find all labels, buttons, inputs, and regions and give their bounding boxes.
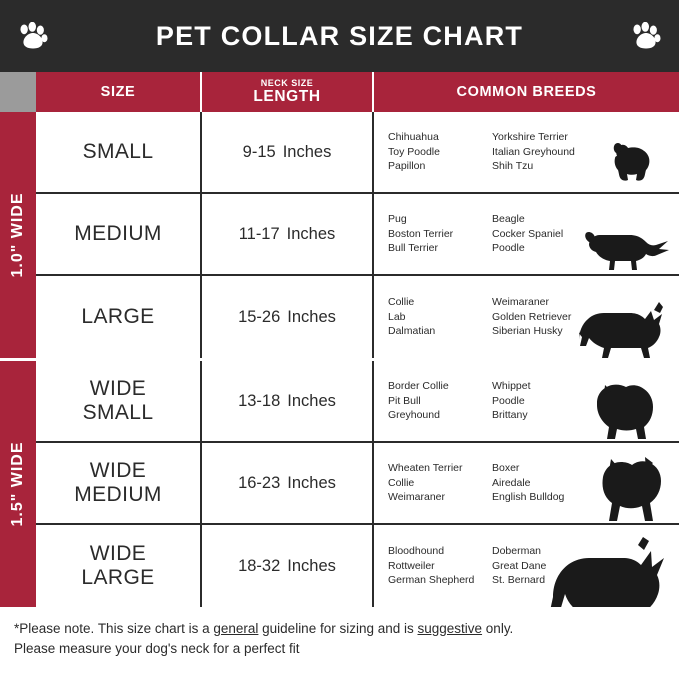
cell-size bbox=[36, 525, 202, 607]
breed-item: Weimaraner bbox=[388, 491, 445, 504]
group-label-1-0-wide bbox=[0, 112, 36, 358]
paw-print-icon bbox=[18, 22, 48, 50]
breed-column-2 bbox=[492, 379, 531, 422]
length-range: 18-32 bbox=[238, 556, 281, 575]
cell-size bbox=[36, 443, 202, 523]
footer-text-b: guideline for sizing and is bbox=[258, 621, 418, 636]
length-range: 15-26 bbox=[238, 307, 281, 326]
length-unit: Inches bbox=[282, 142, 332, 161]
breed-item: Wheaten Terrier bbox=[388, 462, 463, 475]
breed-item: Poodle bbox=[492, 242, 525, 255]
cell-breeds bbox=[374, 525, 679, 607]
breed-item: Boston Terrier bbox=[388, 227, 454, 240]
table-row bbox=[36, 443, 679, 525]
table-row bbox=[36, 112, 679, 194]
cell-length bbox=[202, 112, 374, 192]
medium-dog-silhouette bbox=[579, 222, 675, 274]
doberman-silhouette bbox=[545, 521, 675, 607]
breed-item: Brittany bbox=[492, 409, 528, 422]
breed-item: Boxer bbox=[492, 462, 520, 475]
breed-item: Yorkshire Terrier bbox=[492, 131, 568, 144]
footer-text-suggestive: suggestive bbox=[417, 621, 483, 636]
breed-item: Rottweiler bbox=[388, 559, 435, 572]
table-row bbox=[36, 194, 679, 276]
breed-column-2 bbox=[492, 544, 546, 587]
chart-header bbox=[0, 0, 679, 72]
column-header-length-label: LENGTH bbox=[253, 88, 321, 106]
breed-item: Pug bbox=[388, 213, 407, 226]
corner-cell bbox=[0, 72, 36, 112]
breed-item: Lab bbox=[388, 310, 406, 323]
breed-column-1 bbox=[388, 461, 492, 504]
cell-breeds bbox=[374, 194, 679, 274]
cell-length bbox=[202, 276, 374, 358]
cell-length bbox=[202, 443, 374, 523]
breed-column-1 bbox=[388, 130, 492, 173]
size-label-line2: MEDIUM bbox=[74, 483, 162, 506]
cell-size bbox=[36, 361, 202, 441]
length-range: 13-18 bbox=[238, 391, 281, 410]
breed-item: Border Collie bbox=[388, 380, 449, 393]
table-body bbox=[0, 112, 679, 607]
table-row bbox=[36, 276, 679, 358]
breed-item: Great Dane bbox=[492, 559, 547, 572]
breed-item: Pit Bull bbox=[388, 394, 421, 407]
column-header-length bbox=[202, 72, 374, 112]
breed-item: Italian Greyhound bbox=[492, 145, 575, 158]
group-label-text: 1.0" WIDE bbox=[9, 192, 26, 278]
cell-length bbox=[202, 525, 374, 607]
footer-line-1 bbox=[14, 619, 665, 639]
footer-note bbox=[0, 607, 679, 660]
breed-item: Toy Poodle bbox=[388, 145, 440, 158]
table-row bbox=[36, 361, 679, 443]
breed-column-2 bbox=[492, 130, 575, 173]
breed-item: Siberian Husky bbox=[492, 325, 563, 338]
breed-item: Doberman bbox=[492, 545, 542, 558]
size-label-line2: SMALL bbox=[82, 401, 154, 424]
length-range: 9-15 bbox=[242, 142, 276, 161]
group-label-text: 1.5" WIDE bbox=[9, 441, 26, 527]
length-unit: Inches bbox=[287, 556, 336, 575]
breed-item: Weimaraner bbox=[492, 296, 549, 309]
breed-item: Poodle bbox=[492, 394, 525, 407]
group-rows bbox=[36, 112, 679, 358]
breed-item: English Bulldog bbox=[492, 491, 565, 504]
breed-item: St. Bernard bbox=[492, 574, 546, 587]
breed-item: Chihuahua bbox=[388, 131, 439, 144]
breed-item: Cocker Spaniel bbox=[492, 227, 564, 240]
cell-length bbox=[202, 361, 374, 441]
breed-item: German Shepherd bbox=[388, 574, 475, 587]
cell-size bbox=[36, 276, 202, 358]
cell-size bbox=[36, 112, 202, 192]
breed-column-1 bbox=[388, 212, 492, 255]
length-unit: Inches bbox=[287, 473, 336, 492]
boxer-silhouette bbox=[579, 453, 675, 523]
page-title: PET COLLAR SIZE CHART bbox=[155, 20, 524, 51]
group-label-1-5-wide bbox=[0, 361, 36, 607]
breed-column-1 bbox=[388, 544, 492, 587]
cell-breeds bbox=[374, 443, 679, 523]
footer-text-c: only. bbox=[482, 621, 514, 636]
footer-text-general: general bbox=[213, 621, 259, 636]
breed-column-1 bbox=[388, 379, 492, 422]
breed-column-1 bbox=[388, 295, 492, 338]
breed-item: Papillon bbox=[388, 160, 426, 173]
bulldog-silhouette bbox=[583, 375, 675, 441]
breed-item: Golden Retriever bbox=[492, 310, 572, 323]
column-header-neck-size: NECK SIZE bbox=[260, 78, 314, 89]
cell-breeds bbox=[374, 112, 679, 192]
breed-item: Bloodhound bbox=[388, 545, 445, 558]
cell-breeds bbox=[374, 276, 679, 358]
footer-text-a: *Please note. This size chart is a bbox=[14, 621, 214, 636]
large-dog-silhouette bbox=[575, 296, 675, 358]
size-label-line2: LARGE bbox=[81, 566, 155, 589]
column-header-size: SIZE bbox=[36, 72, 202, 112]
breed-item: Whippet bbox=[492, 380, 531, 393]
breed-item: Bull Terrier bbox=[388, 242, 438, 255]
breed-item: Shih Tzu bbox=[492, 160, 534, 173]
group-1-5-wide bbox=[0, 358, 679, 607]
breed-item: Airedale bbox=[492, 476, 531, 489]
small-dog-silhouette bbox=[597, 136, 675, 192]
group-rows bbox=[36, 361, 679, 607]
breed-column-2 bbox=[492, 212, 563, 255]
size-label-line1: WIDE bbox=[89, 541, 147, 565]
length-unit: Inches bbox=[287, 307, 336, 326]
breed-item: Collie bbox=[388, 296, 415, 309]
breed-column-2 bbox=[492, 461, 564, 504]
size-label-line1: WIDE bbox=[89, 376, 147, 400]
breed-item: Collie bbox=[388, 476, 415, 489]
length-range: 11-17 bbox=[238, 224, 280, 243]
breed-column-2 bbox=[492, 295, 571, 338]
footer-line-2: Please measure your dog's neck for a perfect fit bbox=[14, 641, 300, 657]
table-column-header-row bbox=[0, 72, 679, 112]
column-header-breeds: COMMON BREEDS bbox=[456, 84, 597, 100]
group-1-0-wide bbox=[0, 112, 679, 358]
size-label: LARGE bbox=[81, 304, 155, 328]
breed-item: Dalmatian bbox=[388, 325, 436, 338]
length-unit: Inches bbox=[286, 224, 336, 243]
paw-print-icon bbox=[631, 22, 661, 50]
size-label: MEDIUM bbox=[74, 221, 162, 245]
size-label: SMALL bbox=[82, 139, 154, 163]
length-unit: Inches bbox=[287, 391, 336, 410]
table-row bbox=[36, 525, 679, 607]
breed-item: Greyhound bbox=[388, 409, 440, 422]
cell-size bbox=[36, 194, 202, 274]
length-range: 16-23 bbox=[238, 473, 281, 492]
breed-item: Beagle bbox=[492, 213, 525, 226]
cell-length bbox=[202, 194, 374, 274]
cell-breeds bbox=[374, 361, 679, 441]
size-label-line1: WIDE bbox=[89, 458, 147, 482]
